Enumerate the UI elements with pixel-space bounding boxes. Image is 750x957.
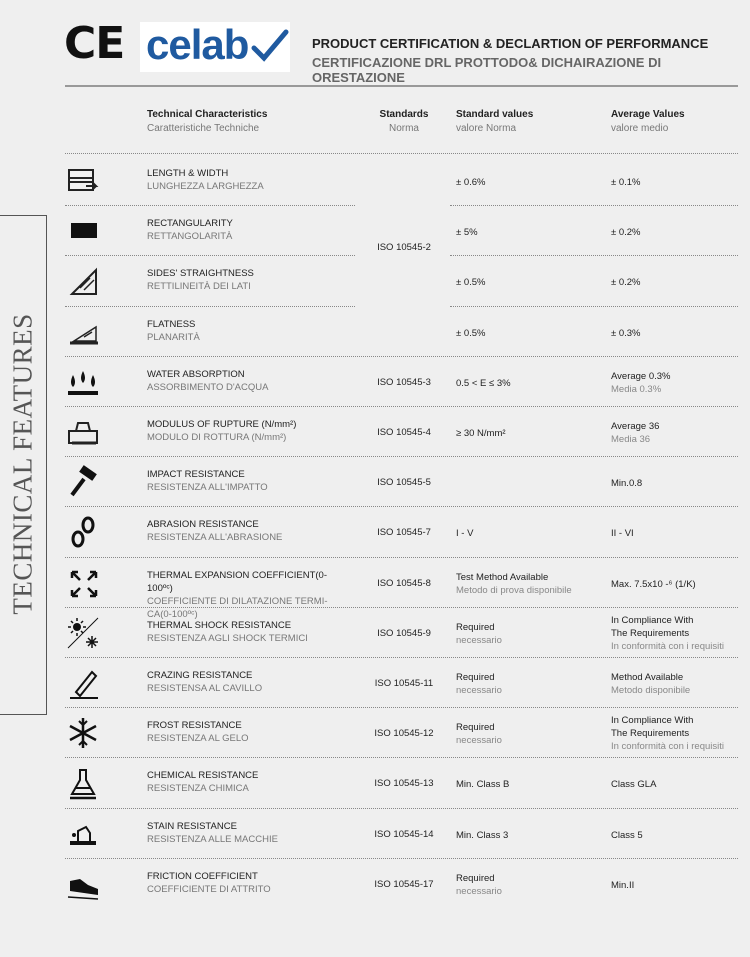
table-row <box>0 660 750 710</box>
check-icon <box>250 26 290 66</box>
feature-name-it: RETTILINEITÀ DEI LATI <box>147 281 251 293</box>
merged-standard: ISO 10545-2 <box>377 242 431 253</box>
logo-text: celab <box>146 21 249 68</box>
average-value-cell <box>611 714 724 753</box>
straightness-icon <box>66 264 100 298</box>
standard-value: Required <box>456 672 495 683</box>
row-divider <box>65 506 738 507</box>
water-drops-icon <box>66 365 100 399</box>
table-row <box>0 509 750 559</box>
feature-name-it: MODULO DI ROTTURA (N/mm²) <box>147 432 287 443</box>
col-val-en: Standard values <box>456 109 534 120</box>
average-value-cell <box>611 420 659 446</box>
average-value: ± 0.3% <box>611 327 641 339</box>
standard-value-cell <box>456 571 572 597</box>
average-value-cell <box>611 477 642 490</box>
standard-cell: ISO 10545-13 <box>374 778 434 790</box>
feature-name-it: RESISTENZA ALLE MACCHIE <box>147 833 278 845</box>
feature-name-it: RESISTENSA AL CAVILLO <box>147 683 263 694</box>
standard-value: Required <box>456 872 495 884</box>
sun-snow-icon <box>66 616 100 650</box>
feature-name-it: COEFFICIENTE DI ATTRITO <box>147 883 271 895</box>
average-value: ± 0.2% <box>611 277 641 289</box>
row-divider <box>65 205 355 206</box>
standard-value-cell <box>456 671 502 697</box>
standard-value-cell <box>456 778 509 791</box>
footprints-icon <box>66 515 100 549</box>
standard-cell: ISO 10545-4 <box>377 427 431 438</box>
feature-name <box>147 619 347 645</box>
standard-cell: ISO 10545-3 <box>377 376 431 388</box>
table-row <box>0 208 750 258</box>
average-value-cell <box>611 527 634 540</box>
feature-name-en: THERMAL SHOCK RESISTANCE <box>147 619 292 631</box>
feature-name <box>147 368 347 394</box>
table-row <box>0 309 750 359</box>
table-row <box>0 710 750 760</box>
standard-value-cell <box>456 327 486 340</box>
feature-name <box>147 719 347 745</box>
standard-cell: ISO 10545-8 <box>377 577 431 589</box>
table-row <box>0 359 750 409</box>
standard-cell: ISO 10545-7 <box>377 527 431 539</box>
average-value-cell <box>611 778 656 791</box>
feature-name-en: CRAZING RESISTANCE <box>147 670 253 681</box>
average-value-cell <box>611 327 641 340</box>
snowflake-icon <box>66 716 100 750</box>
average-value: Average 36 <box>611 421 660 432</box>
feature-name <box>147 518 347 544</box>
row-divider <box>450 255 738 256</box>
row-divider <box>65 456 738 457</box>
feature-name-it: RESISTENZA ALL'ABRASIONE <box>147 532 283 544</box>
standard-value-cell <box>456 621 502 647</box>
col-std-it: Norma <box>388 123 419 134</box>
feature-name-it: RETTANGOLARITÀ <box>147 231 233 243</box>
row-divider <box>65 557 738 558</box>
average-value-cell <box>611 829 643 842</box>
standard-cell: ISO 10545-9 <box>377 627 431 639</box>
col-val <box>456 108 533 136</box>
col-tech-it: Caratteristiche Techniche <box>147 123 260 134</box>
header <box>0 0 750 90</box>
average-value: In Compliance With <box>611 715 694 727</box>
feature-name-en: WATER ABSORPTION <box>147 368 245 380</box>
table-row <box>0 760 750 810</box>
feature-name <box>147 870 347 896</box>
feature-name-en: STAIN RESISTANCE <box>147 820 237 832</box>
col-avg-en: Average Values <box>611 109 685 120</box>
standard-value-cell <box>456 377 511 390</box>
feature-name <box>147 468 347 494</box>
average-value: II - VI <box>611 528 634 540</box>
title-it: CERTIFICAZIONE DRL PROTTODO& DICHAIRAZIONE DI ORESTAZIONE <box>312 55 662 85</box>
col-std-en: Standards <box>379 109 429 120</box>
average-value-sub: Metodo disponibile <box>611 685 691 696</box>
average-value: Class 5 <box>611 829 643 841</box>
average-value: Method Available <box>611 672 684 683</box>
feature-name-it: ASSORBIMENTO D'ACQUA <box>147 381 269 393</box>
average-value-cell <box>611 578 696 591</box>
average-value: Min.0.8 <box>611 478 643 490</box>
standard-value: ± 0.5% <box>456 277 486 289</box>
row-divider <box>65 153 738 154</box>
feature-name <box>147 167 347 193</box>
standard-value-sub: necessario <box>456 634 502 646</box>
flatness-icon <box>66 315 100 349</box>
average-value: In Compliance With <box>611 614 694 626</box>
top-rule <box>65 85 738 87</box>
flask-icon <box>66 766 100 800</box>
col-avg <box>611 108 685 136</box>
row-divider <box>65 356 738 357</box>
expansion-arrows-icon <box>66 566 100 600</box>
standard-value-sub: Metodo di prova disponibile <box>456 584 572 596</box>
standard-value: ± 0.5% <box>456 327 486 339</box>
row-divider <box>65 255 355 256</box>
standard-value: I - V <box>456 528 474 540</box>
row-divider <box>65 406 738 407</box>
col-tech-en: Technical Characteristics <box>147 109 268 120</box>
feature-name-en: FLATNESS <box>147 318 196 330</box>
average-value-sub: In conformità con i requisiti <box>611 741 724 753</box>
title-en: PRODUCT CERTIFICATION & DECLARTION OF PERFORMANCE <box>312 36 709 51</box>
standard-value: Test Method Available <box>456 571 549 583</box>
shoe-icon <box>66 867 100 901</box>
average-value-sub: In conformità con i requisiti <box>611 640 724 652</box>
average-value-sub: Media 0.3% <box>611 383 662 395</box>
standard-cell: ISO 10545-11 <box>374 678 434 689</box>
standard-cell: ISO 10545-12 <box>374 728 434 740</box>
rupture-icon <box>66 415 100 449</box>
feature-name-it: RESISTENZA CHIMICA <box>147 783 249 795</box>
standard-value: Min. Class 3 <box>456 829 509 841</box>
table-row <box>0 811 750 861</box>
row-divider <box>65 858 738 859</box>
feature-name-en: SIDES' STRAIGHTNESS <box>147 268 254 280</box>
row-divider <box>65 808 738 809</box>
feature-name-it: RESISTENZA AGLI SHOCK TERMICI <box>147 632 308 644</box>
table-row <box>0 409 750 459</box>
feature-name-en: FRICTION COEFFICIENT <box>147 870 258 882</box>
table-row <box>0 158 750 208</box>
standard-value: ± 0.6% <box>456 177 486 188</box>
standard-value: Min. Class B <box>456 779 510 791</box>
standard-value-sub: necessario <box>456 685 502 696</box>
feature-name <box>147 769 347 795</box>
standard-value-cell <box>456 276 486 289</box>
average-value-cell <box>611 226 641 239</box>
standard-value-cell <box>456 226 478 239</box>
feature-name-en: ABRASION RESISTANCE <box>147 519 259 531</box>
feature-name-en: RECTANGULARITY <box>147 218 233 230</box>
average-value-line2: The Requirements <box>611 728 690 740</box>
stain-icon <box>66 817 100 851</box>
standard-value-cell <box>456 829 508 842</box>
ce-mark: CE <box>64 18 125 69</box>
feature-name <box>147 820 347 846</box>
table-row <box>0 610 750 660</box>
standard-value-cell <box>456 721 502 747</box>
feature-name <box>147 418 347 444</box>
feature-name-it: COEFFICIENTE DI DILATAZIONE TERMI-CA(0-100ºᶜ) <box>147 595 328 620</box>
standard-cell: ISO 10545-17 <box>374 878 434 890</box>
average-value-cell <box>611 370 671 396</box>
feature-name-en: THERMAL EXPANSION COEFFICIENT(0-100ºᶜ) <box>147 569 327 594</box>
row-divider <box>65 757 738 758</box>
col-val-it: valore Norma <box>456 123 517 134</box>
col-tech <box>147 108 267 136</box>
average-value-line2: The Requirements <box>611 627 690 639</box>
feature-name-en: CHEMICAL RESISTANCE <box>147 770 259 782</box>
average-value-cell <box>611 276 641 289</box>
row-divider <box>65 607 738 608</box>
standard-value: Required <box>456 621 495 633</box>
rectangle-icon <box>66 214 100 248</box>
feature-name-en: LENGTH & WIDTH <box>147 168 229 179</box>
standard-value: Required <box>456 722 495 734</box>
col-std <box>355 108 453 136</box>
table-row <box>0 861 750 911</box>
average-value-sub: Media 36 <box>611 434 651 445</box>
feature-name-it: RESISTENZA ALL'IMPATTO <box>147 482 268 494</box>
row-divider <box>65 306 355 307</box>
standard-value-sub: necessario <box>456 885 502 897</box>
table-row <box>0 258 750 308</box>
standard-cell: ISO 10545-5 <box>377 477 431 489</box>
feature-name <box>147 318 347 344</box>
average-value-cell <box>611 879 634 892</box>
celab-logo <box>140 22 290 72</box>
row-divider <box>450 205 738 206</box>
average-value: ± 0.1% <box>611 177 641 188</box>
standard-value-sub: necessario <box>456 735 502 747</box>
hammer-icon <box>66 465 100 499</box>
feature-name-en: FROST RESISTANCE <box>147 720 242 732</box>
row-divider <box>65 707 738 708</box>
standard-value-cell <box>456 527 473 540</box>
average-value-cell <box>611 671 690 697</box>
feature-name <box>147 217 347 243</box>
feature-name-it: LUNGHEZZA LARGHEZZA <box>147 181 264 192</box>
pen-icon <box>66 666 100 700</box>
standard-value-cell <box>456 427 506 440</box>
length-width-icon <box>66 164 100 198</box>
feature-name <box>147 267 347 293</box>
col-avg-it: valore medio <box>611 123 669 134</box>
feature-name-it: RESISTENZA AL GELO <box>147 733 249 745</box>
average-value-cell <box>611 176 641 189</box>
average-value-cell <box>611 614 724 653</box>
table-row <box>0 459 750 509</box>
average-value: Class GLA <box>611 779 657 791</box>
standard-value-cell <box>456 176 486 189</box>
standard-cell: ISO 10545-14 <box>374 828 434 840</box>
standard-value: ± 5% <box>456 227 478 239</box>
standard-value-cell <box>456 872 502 898</box>
standard-value: ≥ 30 N/mm² <box>456 428 506 439</box>
side-label: TECHNICAL FEATURES <box>7 313 38 615</box>
average-value: Max. 7.5x10 -⁶ (1/K) <box>611 578 696 590</box>
feature-name <box>147 669 347 695</box>
average-value: Min.II <box>611 879 635 891</box>
feature-name-it: PLANARITÀ <box>147 331 200 343</box>
standard-value: 0.5 < E ≤ 3% <box>456 377 511 389</box>
row-divider <box>65 657 738 658</box>
average-value: Average 0.3% <box>611 370 671 382</box>
row-divider <box>450 306 738 307</box>
feature-name-en: MODULUS OF RUPTURE (N/mm²) <box>147 419 297 430</box>
feature-name-en: IMPACT RESISTANCE <box>147 469 245 481</box>
average-value: ± 0.2% <box>611 227 641 239</box>
